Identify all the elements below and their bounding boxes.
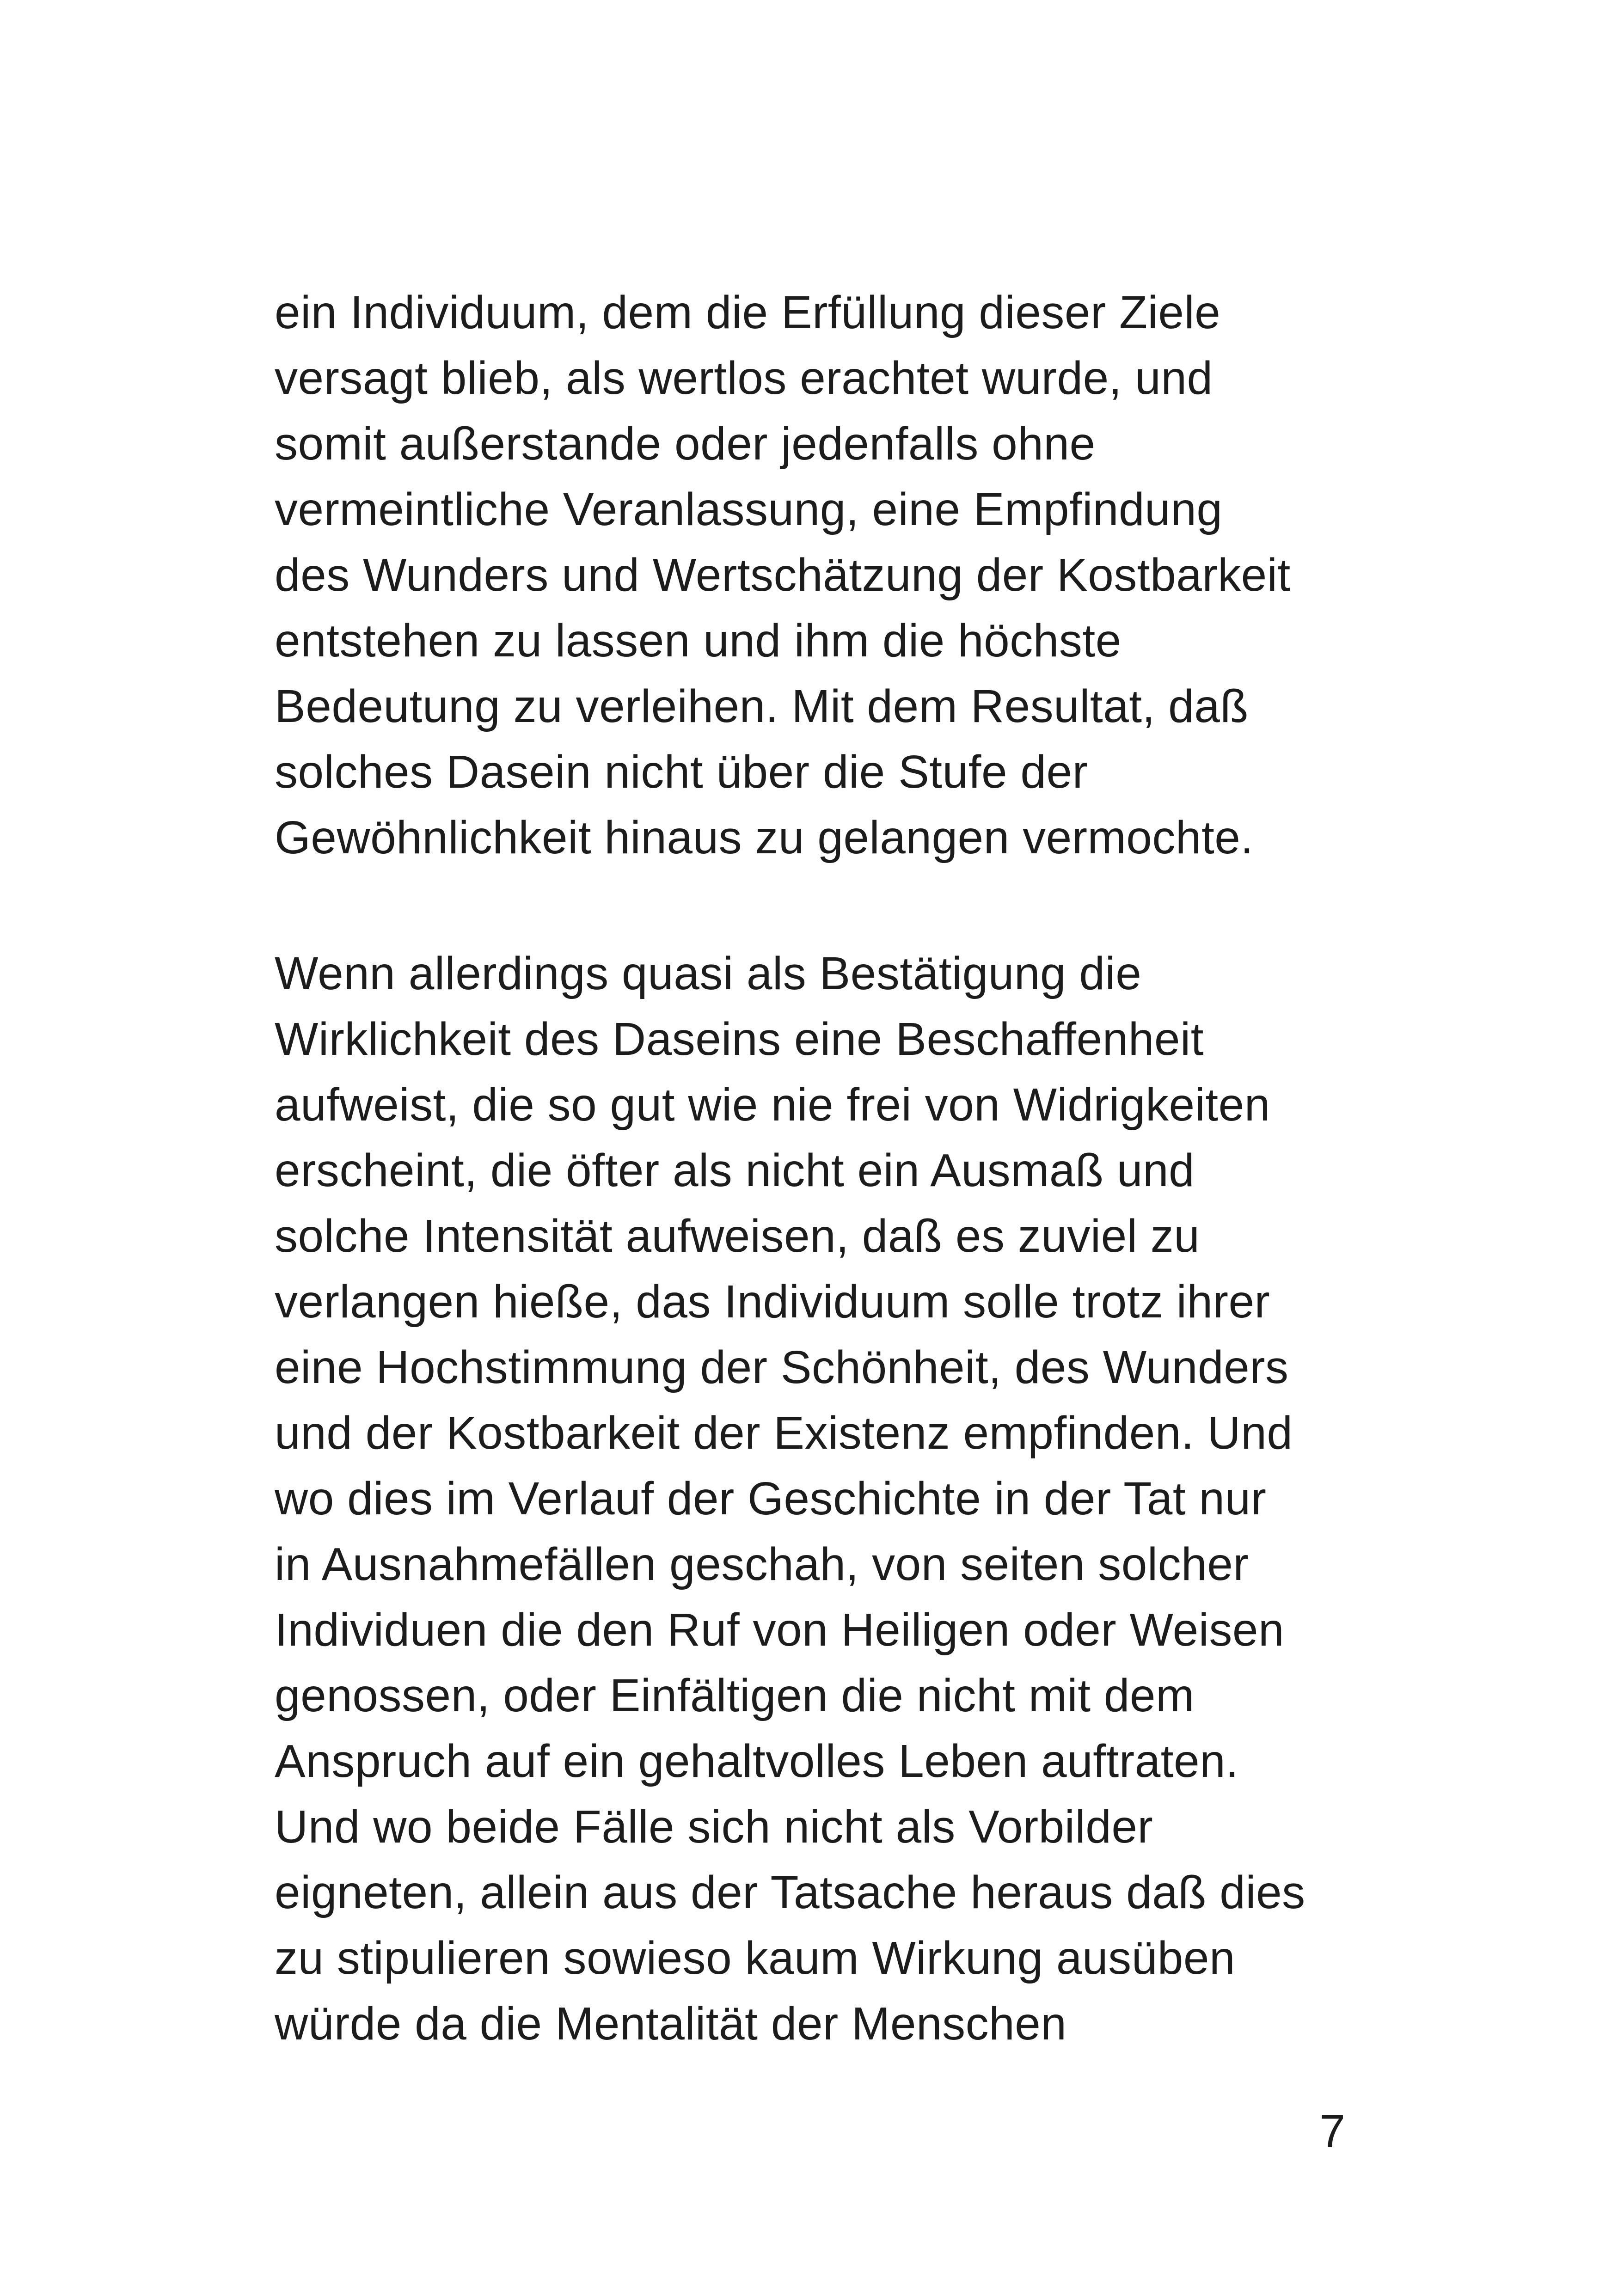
text-line: eine Hochstimmung der Schönheit, des Wunders	[275, 1341, 1289, 1393]
text-line: in Ausnahmefällen geschah, von seiten solcher	[275, 1538, 1249, 1590]
text-line: würde da die Mentalität der Menschen	[275, 1998, 1067, 2050]
text-line: solches Dasein nicht über die Stufe der	[275, 746, 1088, 798]
text-line: genossen, oder Einfältigen die nicht mit dem	[275, 1670, 1195, 1721]
text-line: zu stipulieren sowieso kaum Wirkung ausüben	[275, 1932, 1236, 1984]
text-line: somit außerstande oder jedenfalls ohne	[275, 418, 1096, 470]
text-line: Wirklichkeit des Daseins eine Beschaffenheit	[275, 1013, 1204, 1065]
text-line: verlangen hieße, das Individuum solle trotz ihrer	[275, 1276, 1270, 1328]
text-line: Und wo beide Fälle sich nicht als Vorbilder	[275, 1801, 1153, 1853]
text-line: wo dies im Verlauf der Geschichte in der Tat nur	[275, 1473, 1267, 1525]
text-line: erscheint, die öfter als nicht ein Ausmaß und	[275, 1145, 1195, 1196]
text-line: des Wunders und Wertschätzung der Kostbarkeit	[275, 549, 1291, 601]
text-line: eigneten, allein aus der Tatsache heraus daß dies	[275, 1867, 1305, 1918]
text-line: vermeintliche Veranlassung, eine Empfindung	[275, 484, 1223, 535]
page-number: 7	[1319, 2106, 1345, 2157]
text-line: ein Individuum, dem die Erfüllung dieser Ziele	[275, 287, 1221, 338]
text-line: Individuen die den Ruf von Heiligen oder Weisen	[275, 1604, 1285, 1656]
text-line: Bedeutung zu verleihen. Mit dem Resultat, daß	[275, 680, 1249, 732]
text-line: Anspruch auf ein gehaltvolles Leben auftraten.	[275, 1735, 1239, 1787]
text-line: aufweist, die so gut wie nie frei von Widrigkeiten	[275, 1079, 1270, 1131]
text-line: solche Intensität aufweisen, daß es zuviel zu	[275, 1210, 1200, 1262]
text-line: und der Kostbarkeit der Existenz empfinden. Und	[275, 1407, 1293, 1459]
text-line: versagt blieb, als wertlos erachtet wurde, und	[275, 352, 1213, 404]
text-line: Gewöhnlichkeit hinaus zu gelangen vermochte.	[275, 812, 1254, 863]
text-line: entstehen zu lassen und ihm die höchste	[275, 615, 1122, 667]
text-line: Wenn allerdings quasi als Bestätigung die	[275, 948, 1142, 999]
paragraph-1	[275, 280, 1384, 870]
paragraph-2	[275, 941, 1384, 2057]
